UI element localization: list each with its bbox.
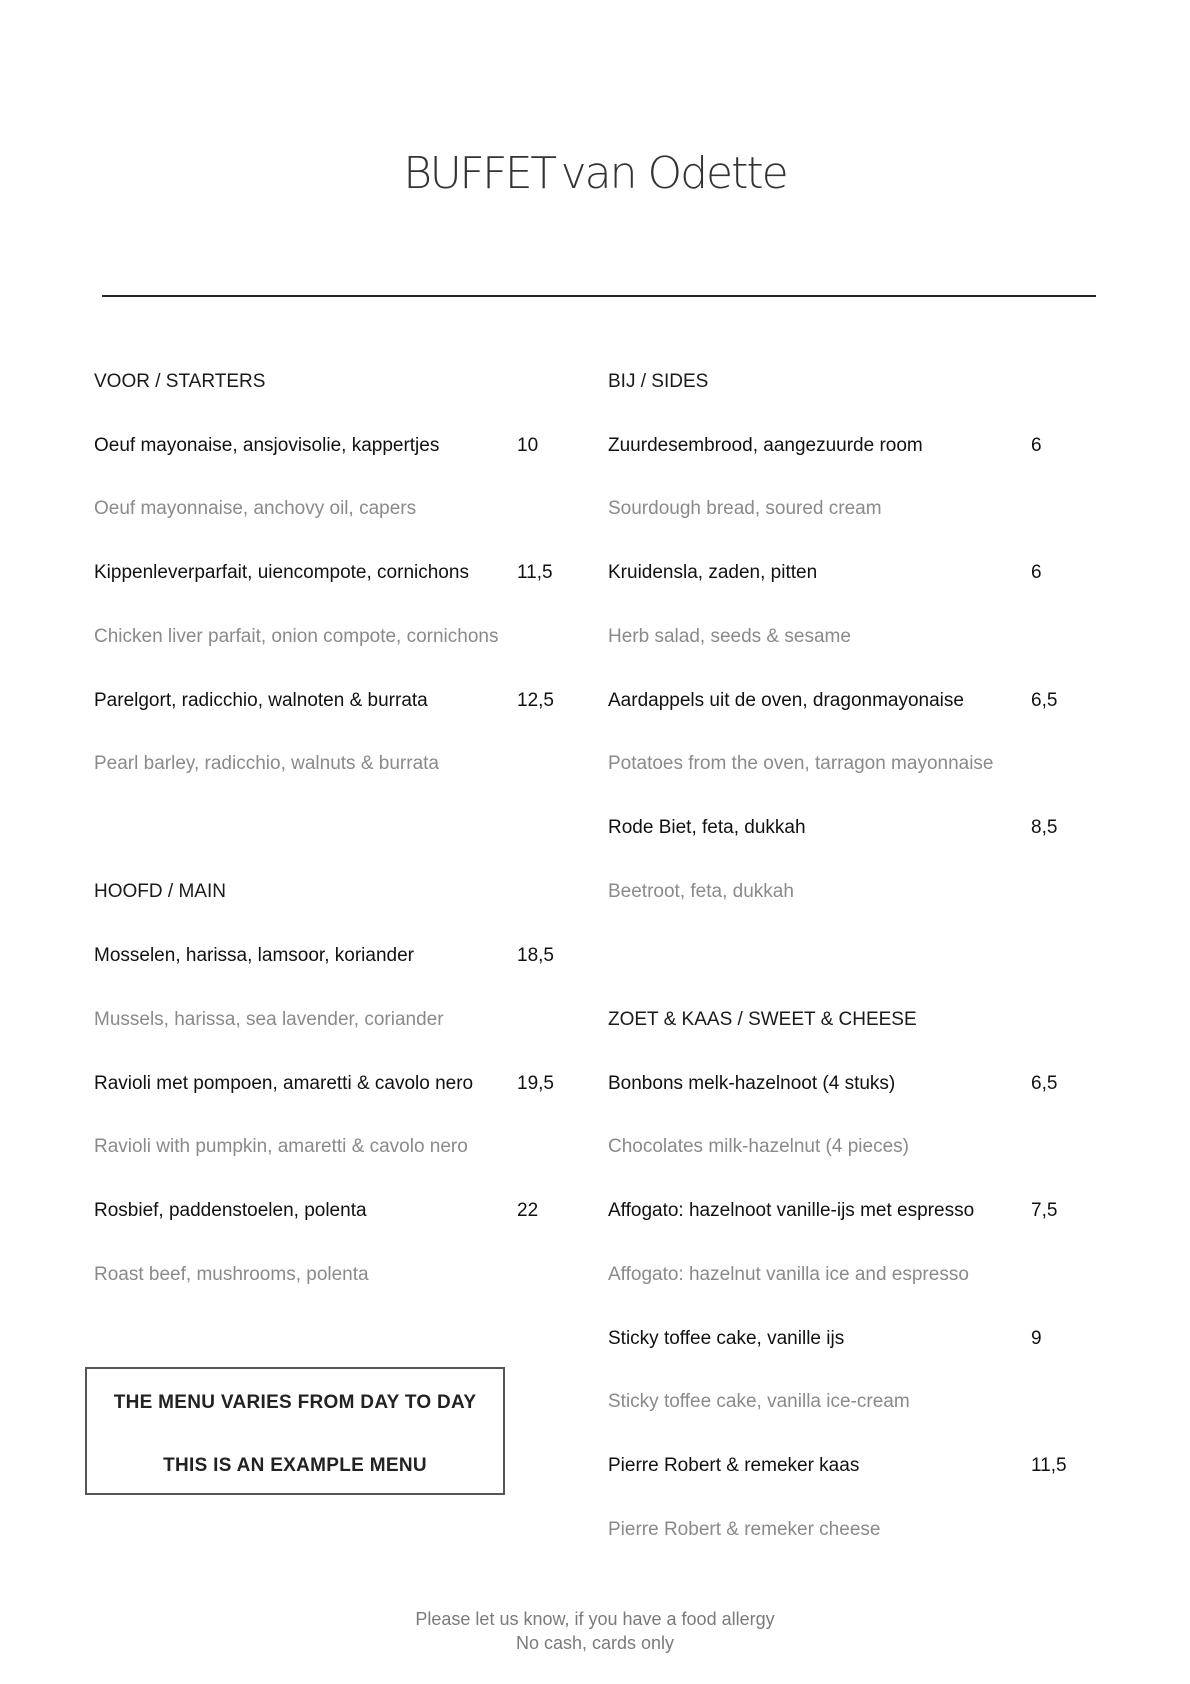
side-item-1-en: Sourdough bread, soured cream bbox=[608, 498, 882, 519]
side-item-4-price: 8,5 bbox=[1031, 817, 1058, 838]
notice-line-2: THIS IS AN EXAMPLE MENU bbox=[163, 1455, 427, 1476]
starter-item-1-en: Oeuf mayonnaise, anchovy oil, capers bbox=[94, 498, 417, 519]
section-heading-sides: BIJ / SIDES bbox=[608, 371, 709, 392]
section-heading-sweet-cheese: ZOET & KAAS / SWEET & CHEESE bbox=[608, 1009, 917, 1030]
main-item-2-nl: Ravioli met pompoen, amaretti & cavolo nero bbox=[94, 1073, 474, 1094]
restaurant-title bbox=[0, 148, 1190, 199]
sweet-item-3-en: Sticky toffee cake, vanilla ice-cream bbox=[608, 1391, 910, 1412]
footer-allergy-note: Please let us know, if you have a food allergy bbox=[415, 1609, 775, 1629]
side-item-1-nl: Zuurdesembrood, aangezuurde room bbox=[608, 435, 923, 456]
section-heading-starters: VOOR / STARTERS bbox=[94, 371, 266, 392]
starter-item-3-price: 12,5 bbox=[517, 690, 554, 711]
sweet-item-3-price: 9 bbox=[1031, 1328, 1042, 1349]
side-item-4-nl: Rode Biet, feta, dukkah bbox=[608, 817, 806, 838]
main-item-1-en: Mussels, harissa, sea lavender, coriander bbox=[94, 1009, 444, 1030]
side-item-2-price: 6 bbox=[1031, 562, 1042, 583]
side-item-3-price: 6,5 bbox=[1031, 690, 1058, 711]
notice-line-1: THE MENU VARIES FROM DAY TO DAY bbox=[113, 1392, 477, 1413]
main-item-1-price: 18,5 bbox=[517, 945, 554, 966]
main-item-3-price: 22 bbox=[517, 1200, 539, 1221]
sweet-item-2-en: Affogato: hazelnut vanilla ice and espresso bbox=[608, 1264, 969, 1285]
side-item-2-nl: Kruidensla, zaden, pitten bbox=[608, 562, 818, 583]
main-item-2-price: 19,5 bbox=[517, 1073, 554, 1094]
starter-item-1-price: 10 bbox=[517, 435, 539, 456]
main-item-1-nl: Mosselen, harissa, lamsoor, koriander bbox=[94, 945, 414, 966]
starter-item-3-en: Pearl barley, radicchio, walnuts & burrata bbox=[94, 753, 439, 774]
footer-payment-note: No cash, cards only bbox=[515, 1633, 675, 1653]
side-item-2-en: Herb salad, seeds & sesame bbox=[608, 626, 851, 647]
title-buffet: BUFFET bbox=[403, 148, 555, 199]
main-item-2-en: Ravioli with pumpkin, amaretti & cavolo nero bbox=[94, 1136, 468, 1157]
sweet-item-1-en: Chocolates milk-hazelnut (4 pieces) bbox=[608, 1136, 909, 1157]
section-heading-main: HOOFD / MAIN bbox=[94, 881, 226, 902]
starter-item-2-en: Chicken liver parfait, onion compote, cornichons bbox=[94, 626, 499, 647]
sweet-item-4-en: Pierre Robert & remeker cheese bbox=[608, 1519, 881, 1540]
sweet-item-1-nl: Bonbons melk-hazelnoot (4 stuks) bbox=[608, 1073, 896, 1094]
side-item-3-nl: Aardappels uit de oven, dragonmayonaise bbox=[608, 690, 964, 711]
sweet-item-3-nl: Sticky toffee cake, vanille ijs bbox=[608, 1328, 845, 1349]
side-item-1-price: 6 bbox=[1031, 435, 1042, 456]
side-item-4-en: Beetroot, feta, dukkah bbox=[608, 881, 794, 902]
sweet-item-2-nl: Affogato: hazelnoot vanille-ijs met espresso bbox=[608, 1200, 975, 1221]
main-item-3-en: Roast beef, mushrooms, polenta bbox=[94, 1264, 369, 1285]
main-item-3-nl: Rosbief, paddenstoelen, polenta bbox=[94, 1200, 367, 1221]
sweet-item-2-price: 7,5 bbox=[1031, 1200, 1058, 1221]
starter-item-2-nl: Kippenleverparfait, uiencompote, cornichons bbox=[94, 562, 469, 583]
starter-item-2-price: 11,5 bbox=[517, 562, 553, 583]
example-menu-notice bbox=[85, 1367, 505, 1495]
header-divider bbox=[102, 295, 1096, 297]
sweet-item-1-price: 6,5 bbox=[1031, 1073, 1058, 1094]
sweet-item-4-price: 11,5 bbox=[1031, 1455, 1067, 1476]
title-van-odette: van Odette bbox=[560, 148, 787, 199]
side-item-3-en: Potatoes from the oven, tarragon mayonnaise bbox=[608, 753, 994, 774]
sweet-item-4-nl: Pierre Robert & remeker kaas bbox=[608, 1455, 860, 1476]
starter-item-3-nl: Parelgort, radicchio, walnoten & burrata bbox=[94, 690, 428, 711]
starter-item-1-nl: Oeuf mayonaise, ansjovisolie, kappertjes bbox=[94, 435, 440, 456]
